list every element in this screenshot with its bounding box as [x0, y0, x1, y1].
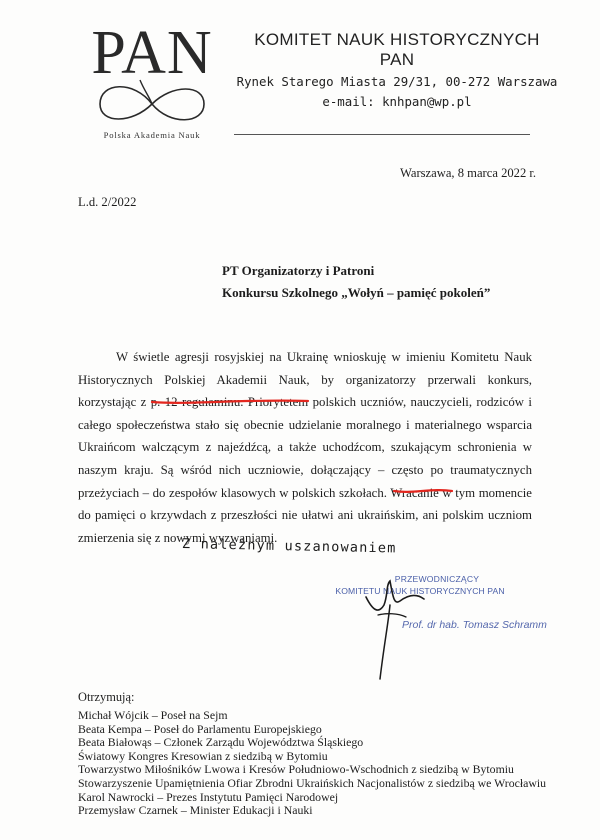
recipient-item: Stowarzyszenie Upamiętnienia Ofiar Zbrodni Ukraińskich Nacjonalistów z siedzibą we Wrocławiu — [78, 775, 547, 790]
letter-body — [78, 346, 532, 549]
recipient-item: Beata Białowąs – Członek Zarządu Województwa Śląskiego — [78, 735, 364, 750]
logo-subtitle: Polska Akademia Nauk — [103, 130, 201, 140]
addressee-line-2: Konkursu Szkolnego „Wołyń – pamięć pokoleń” — [222, 285, 491, 300]
body-part-3: z przeszłości nie ułatwi ani ukraińskim, ani polskim uczniom zmierzenia się z nowymi wyzwaniami. — [78, 508, 533, 545]
recipients-label: Otrzymują: — [78, 690, 135, 704]
recipient-item: Przemysław Czarnek – Minister Edukacji i Nauki — [78, 803, 313, 818]
body-part-2: , nauczycieli, rodziców i całego społeczeństwa stało się obecnie udzielanie moralnego i materialnego wsparcia Ukraińcom walczącym z najeźdźcą, a także uchodźcom, szukającym schronienia w naszym kraju. Są wśród nich uczniowie, dołączający – często po traumatycznych przeżyciach – do zespołów klasowych w polskich szkołach. Wracanie w tym momencie do pamięci o — [78, 395, 532, 523]
handwritten-closing: Z należnym uszanowaniem — [181, 536, 397, 557]
letter-date: Warszawa, 8 marca 2022 r. — [400, 166, 537, 180]
stamp-organization: KOMITETU NAUK HISTORYCZNYCH PAN — [335, 586, 505, 596]
recipient-item: Karol Nawrocki – Prezes Instytutu Pamięci Narodowej — [78, 789, 339, 804]
letterhead-divider — [234, 134, 530, 135]
logo-text: PAN — [91, 19, 213, 87]
recipient-item: Michał Wójcik – Poseł na Sejm — [78, 708, 228, 722]
organization-email: e-mail: knhpan@wp.pl — [322, 94, 472, 109]
organization-name: KOMITET NAUK HISTORYCZNYCH — [254, 30, 540, 49]
stamp-name: Prof. dr hab. Tomasz Schramm — [402, 619, 547, 631]
signature-mark — [360, 575, 430, 685]
highlighted-phrase-priority: Priorytetem polskich uczniów — [247, 395, 403, 410]
logo-swirl-icon — [94, 78, 210, 130]
organization-address: Rynek Starego Miasta 29/31, 00-272 Warszawa — [236, 74, 558, 89]
recipients-list — [78, 709, 548, 818]
recipient-item: Towarzystwo Miłośników Lwowa i Kresów Południowo-Wschodnich z siedzibą w Bytomiu — [78, 762, 514, 777]
body-part-1: W świetle agresji rosyjskiej na Ukrainę wnioskuję w imieniu Komitetu Nauk Historycznych Polskiej Akademii Nauk, by organizatorzy przerwali konkurs, korzystając z p. 12 regulaminu. — [78, 350, 532, 410]
recipient-item: Beata Kempa – Poseł do Parlamentu Europejskiego — [78, 721, 322, 736]
stamp-title: PRZEWODNICZĄCY — [394, 574, 480, 584]
reference-number: L.d. 2/2022 — [78, 195, 137, 209]
pan-logo — [84, 18, 220, 140]
highlighted-word-krzywdach: krzywdach — [150, 508, 207, 523]
organization-suffix: PAN — [379, 50, 415, 69]
addressee-line-1: PT Organizatorzy i Patroni — [222, 263, 375, 278]
recipient-item: Światowy Kongres Kresowian z siedzibą w Bytomiu — [78, 748, 328, 763]
